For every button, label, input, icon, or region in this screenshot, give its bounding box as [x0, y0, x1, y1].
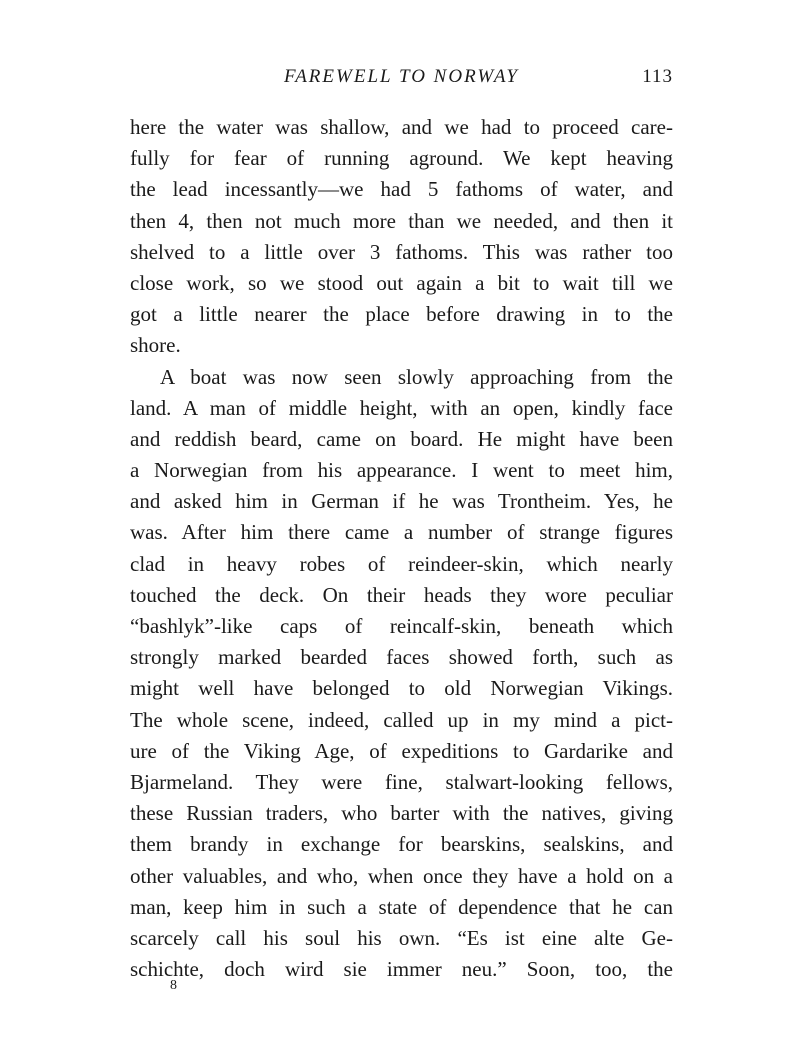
text-line: shelved to a little over 3 fathoms. This was rather too [130, 239, 673, 264]
text-line: ure of the Viking Age, of expeditions to Gardarike and [130, 738, 673, 763]
text-line: land. A man of middle height, with an open, kindly face [130, 395, 673, 420]
text-line: then 4, then not much more than we needed, and then it [130, 208, 673, 233]
text-line: fully for fear of running aground. We kept heaving [130, 146, 673, 171]
text-line: touched the deck. On their heads they wore peculiar [130, 582, 673, 607]
text-line: strongly marked bearded faces showed forth, such as [130, 645, 673, 670]
text-line: A boat was now seen slowly approaching from the [160, 364, 673, 389]
text-line: other valuables, and who, when once they have a hold on a [130, 863, 673, 888]
text-line: these Russian traders, who barter with the natives, giving [130, 801, 673, 826]
running-title: FAREWELL TO NORWAY [284, 66, 519, 87]
text-line: man, keep him in such a state of dependence that he can [130, 894, 673, 919]
text-line: scarcely call his soul his own. “Es ist eine alte Ge- [130, 925, 673, 950]
text-line: got a little nearer the place before drawing in to the [130, 302, 673, 327]
text-line: clad in heavy robes of reindeer-skin, which nearly [130, 551, 673, 576]
text-line: was. After him there came a number of strange figures [130, 520, 673, 545]
text-line: shore. [130, 333, 181, 358]
running-head [130, 62, 673, 92]
text-line: “bashlyk”-like caps of reincalf-skin, beneath which [130, 614, 673, 638]
page-number: 113 [642, 66, 673, 87]
body-text [130, 112, 673, 985]
text-line: and reddish beard, came on board. He might have been [130, 426, 673, 451]
text-line: schichte, doch wird sie immer neu.” Soon, too, the [130, 957, 673, 982]
text-line: and asked him in German if he was Trontheim. Yes, he [130, 489, 673, 514]
text-line: Bjarmeland. They were fine, stalwart-looking fellows, [130, 769, 673, 794]
text-line: here the water was shallow, and we had to proceed care- [130, 115, 673, 139]
signature-mark: 8 [170, 978, 177, 993]
text-line: them brandy in exchange for bearskins, sealskins, and [130, 832, 673, 857]
text-line: close work, so we stood out again a bit to wait till we [130, 270, 673, 295]
text-line: the lead incessantly—we had 5 fathoms of water, and [130, 177, 673, 202]
text-line: a Norwegian from his appearance. I went to meet him, [130, 458, 673, 483]
text-line: might well have belonged to old Norwegian Vikings. [130, 676, 673, 701]
text-line: The whole scene, indeed, called up in my mind a pict- [130, 707, 673, 732]
